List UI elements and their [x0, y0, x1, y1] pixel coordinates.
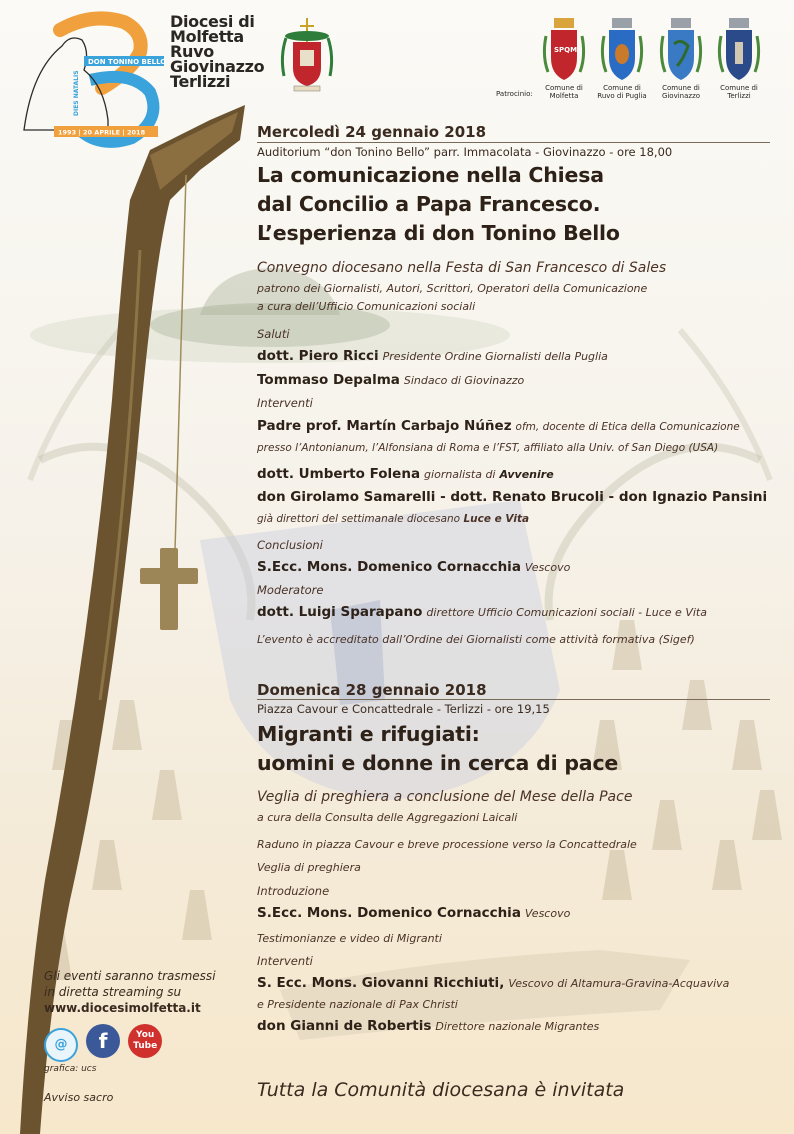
social-icons — [44, 1024, 165, 1062]
diocese-line-1: Diocesi di — [170, 12, 255, 31]
speaker-name: S.Ecc. Mons. Domenico Cornacchia — [257, 559, 521, 575]
streaming-notice — [44, 968, 216, 1016]
comune-ruvo-line1: Comune di — [603, 84, 641, 92]
speaker-role: giornalista di — [424, 468, 496, 481]
saluti-label: Saluti — [257, 327, 290, 341]
comune-terlizzi — [710, 16, 768, 100]
speaker-name: dott. Luigi Sparapano — [257, 604, 423, 620]
event1-title-line3: L’esperienza di don Tonino Bello — [257, 221, 620, 245]
grafica-credit: grafica: ucs — [44, 1064, 97, 1074]
diocese-line-3: Ruvo — [170, 42, 214, 61]
event2-date: Domenica 28 gennaio 2018 — [257, 681, 487, 699]
speaker-role: Vescovo — [524, 907, 571, 920]
speakers-former-directors — [257, 489, 767, 505]
event1-title-line1: La comunicazione nella Chiesa — [257, 163, 604, 187]
speaker-giovanni-ricchiuti — [257, 975, 729, 991]
diocese-25-logo — [12, 10, 172, 150]
speaker-role: Vescovo — [524, 561, 571, 574]
speaker-role: Vescovo di Altamura-Gravina-Acquaviva — [508, 977, 730, 990]
speaker-tommaso-depalma — [257, 372, 524, 388]
speaker-name: don Gianni de Robertis — [257, 1018, 432, 1034]
youtube-label-1: You — [136, 1030, 155, 1040]
youtube-icon[interactable] — [128, 1024, 162, 1058]
comune-terlizzi-line2: Terlizzi — [727, 92, 751, 100]
event1-divider — [257, 142, 770, 143]
event2-veglia: Veglia di preghiera — [257, 861, 361, 874]
logo-side-text: DIES NATALIS — [73, 70, 80, 116]
speaker-martin-carbajo — [257, 418, 740, 434]
event2-venue: Piazza Cavour e Concattedrale - Terlizzi - ore 19,15 — [257, 702, 550, 716]
streaming-line2: in diretta streaming su — [44, 985, 182, 999]
speaker-role: ofm, docente di Etica della Comunicazione — [515, 421, 740, 433]
accreditation-note: L’evento è accreditato dall’Ordine dei Giornalisti come attività formativa (Sigef) — [257, 633, 695, 646]
speaker-name: Tommaso Depalma — [257, 372, 400, 388]
speaker-martin-carbajo-cont: presso l’Antonianum, l’Alfonsiana di Roma e l’FST, affiliato alla Univ. of San Diego (USA) — [257, 442, 719, 454]
logo-band-text: DON TONINO BELLO — [88, 58, 167, 66]
former-directors-desc: già direttori del settimanale diocesano — [257, 513, 461, 525]
comune-ruvo — [593, 16, 651, 100]
interventi-label-2: Interventi — [257, 954, 313, 968]
event2-testimonianze: Testimonianze e video di Migranti — [257, 932, 442, 945]
molfetta-crest-icon — [542, 16, 586, 82]
patrocinio-label: Patrocinio: — [496, 90, 533, 98]
pectoral-cross — [140, 548, 198, 630]
event1-title-line2: dal Concilio a Papa Francesco. — [257, 192, 601, 216]
bishop-crest-icon — [276, 16, 338, 92]
speaker-luigi-sparapano — [257, 604, 707, 620]
comune-molfetta-line2: Molfetta — [549, 92, 579, 100]
comune-terlizzi-line1: Comune di — [720, 84, 758, 92]
youtube-label-2: Tube — [133, 1041, 158, 1051]
speaker-role: Sindaco di Giovinazzo — [403, 374, 525, 387]
introduzione-label: Introduzione — [257, 884, 330, 898]
comune-molfetta — [535, 16, 593, 100]
event2-divider — [257, 699, 770, 700]
terlizzi-crest-icon — [717, 16, 761, 82]
giovinazzo-crest-icon — [659, 16, 703, 82]
streaming-line1: Gli eventi saranno trasmessi — [44, 969, 216, 983]
comune-molfetta-line1: Comune di — [545, 84, 583, 92]
speaker-role: direttore Ufficio Comunicazioni sociali - Luce e Vita — [426, 606, 707, 619]
diocese-line-5: Terlizzi — [170, 72, 231, 91]
avviso-sacro: Avviso sacro — [44, 1091, 114, 1104]
speaker-name: dott. Umberto Folena — [257, 466, 421, 482]
logo-years-text: 1993 | 20 APRILE | 2018 — [58, 128, 146, 137]
event1-subtitle-line2: patrono dei Giornalisti, Autori, Scrittori, Operatori della Comunicazione — [257, 282, 648, 295]
speaker-cornacchia-1 — [257, 559, 570, 575]
speaker-name: Padre prof. Martín Carbajo Núñez — [257, 418, 512, 434]
event2-raduno: Raduno in piazza Cavour e breve processione verso la Concattedrale — [257, 838, 637, 851]
event1-date: Mercoledì 24 gennaio 2018 — [257, 123, 487, 141]
event2-subtitle: Veglia di preghiera a conclusione del Mese della Pace — [257, 789, 633, 805]
speaker-role: Direttore nazionale Migrantes — [435, 1020, 600, 1033]
event1-subtitle-line3: a cura dell’Ufficio Comunicazioni sociali — [257, 300, 476, 313]
invitation-line: Tutta la Comunità diocesana è invitata — [257, 1079, 625, 1101]
speaker-names: don Girolamo Samarelli - dott. Renato Brucoli - don Ignazio Pansini — [257, 489, 768, 505]
diocese-line-2: Molfetta — [170, 27, 244, 46]
moderatore-label: Moderatore — [257, 583, 324, 597]
conclusioni-label: Conclusioni — [257, 538, 323, 552]
event2-subtitle-line2: a cura della Consulta delle Aggregazioni Laicali — [257, 811, 518, 824]
speaker-giovanni-ricchiuti-cont: e Presidente nazionale di Pax Christi — [257, 998, 458, 1011]
website-link[interactable]: www.diocesimolfetta.it — [44, 1001, 201, 1015]
speaker-cornacchia-2 — [257, 905, 570, 921]
diocese-line-4: Giovinazzo — [170, 57, 265, 76]
event2-title-line2: uomini e donne in cerca di pace — [257, 751, 619, 775]
comune-giovinazzo-line2: Giovinazzo — [661, 92, 701, 100]
newspaper-name: Luce e Vita — [463, 513, 530, 525]
former-directors-note — [257, 513, 529, 525]
speaker-name: dott. Piero Ricci — [257, 348, 379, 364]
event2-title-line1: Migranti e rifugiati: — [257, 722, 480, 746]
comune-ruvo-line2: Ruvo di Puglia — [597, 92, 647, 100]
diocese-name — [170, 14, 264, 89]
speaker-gianni-de-robertis — [257, 1018, 599, 1034]
at-sign-icon[interactable]: @ — [44, 1028, 78, 1062]
event1-venue: Auditorium “don Tonino Bello” parr. Immacolata - Giovinazzo - ore 18,00 — [257, 145, 673, 159]
speaker-umberto-folena — [257, 466, 554, 482]
speaker-name: S. Ecc. Mons. Giovanni Ricchiuti, — [257, 975, 505, 991]
speaker-role: Presidente Ordine Giornalisti della Puglia — [382, 350, 608, 363]
svg-text:SPQM: SPQM — [554, 46, 578, 54]
comune-giovinazzo — [652, 16, 710, 100]
facebook-icon[interactable]: f — [86, 1024, 120, 1058]
newspaper-name: Avvenire — [499, 468, 554, 481]
event1-subtitle: Convegno diocesano nella Festa di San Francesco di Sales — [257, 260, 667, 276]
speaker-piero-ricci — [257, 348, 608, 364]
ruvo-crest-icon — [600, 16, 644, 82]
comune-giovinazzo-line1: Comune di — [662, 84, 700, 92]
interventi-label-1: Interventi — [257, 396, 313, 410]
speaker-name: S.Ecc. Mons. Domenico Cornacchia — [257, 905, 521, 921]
